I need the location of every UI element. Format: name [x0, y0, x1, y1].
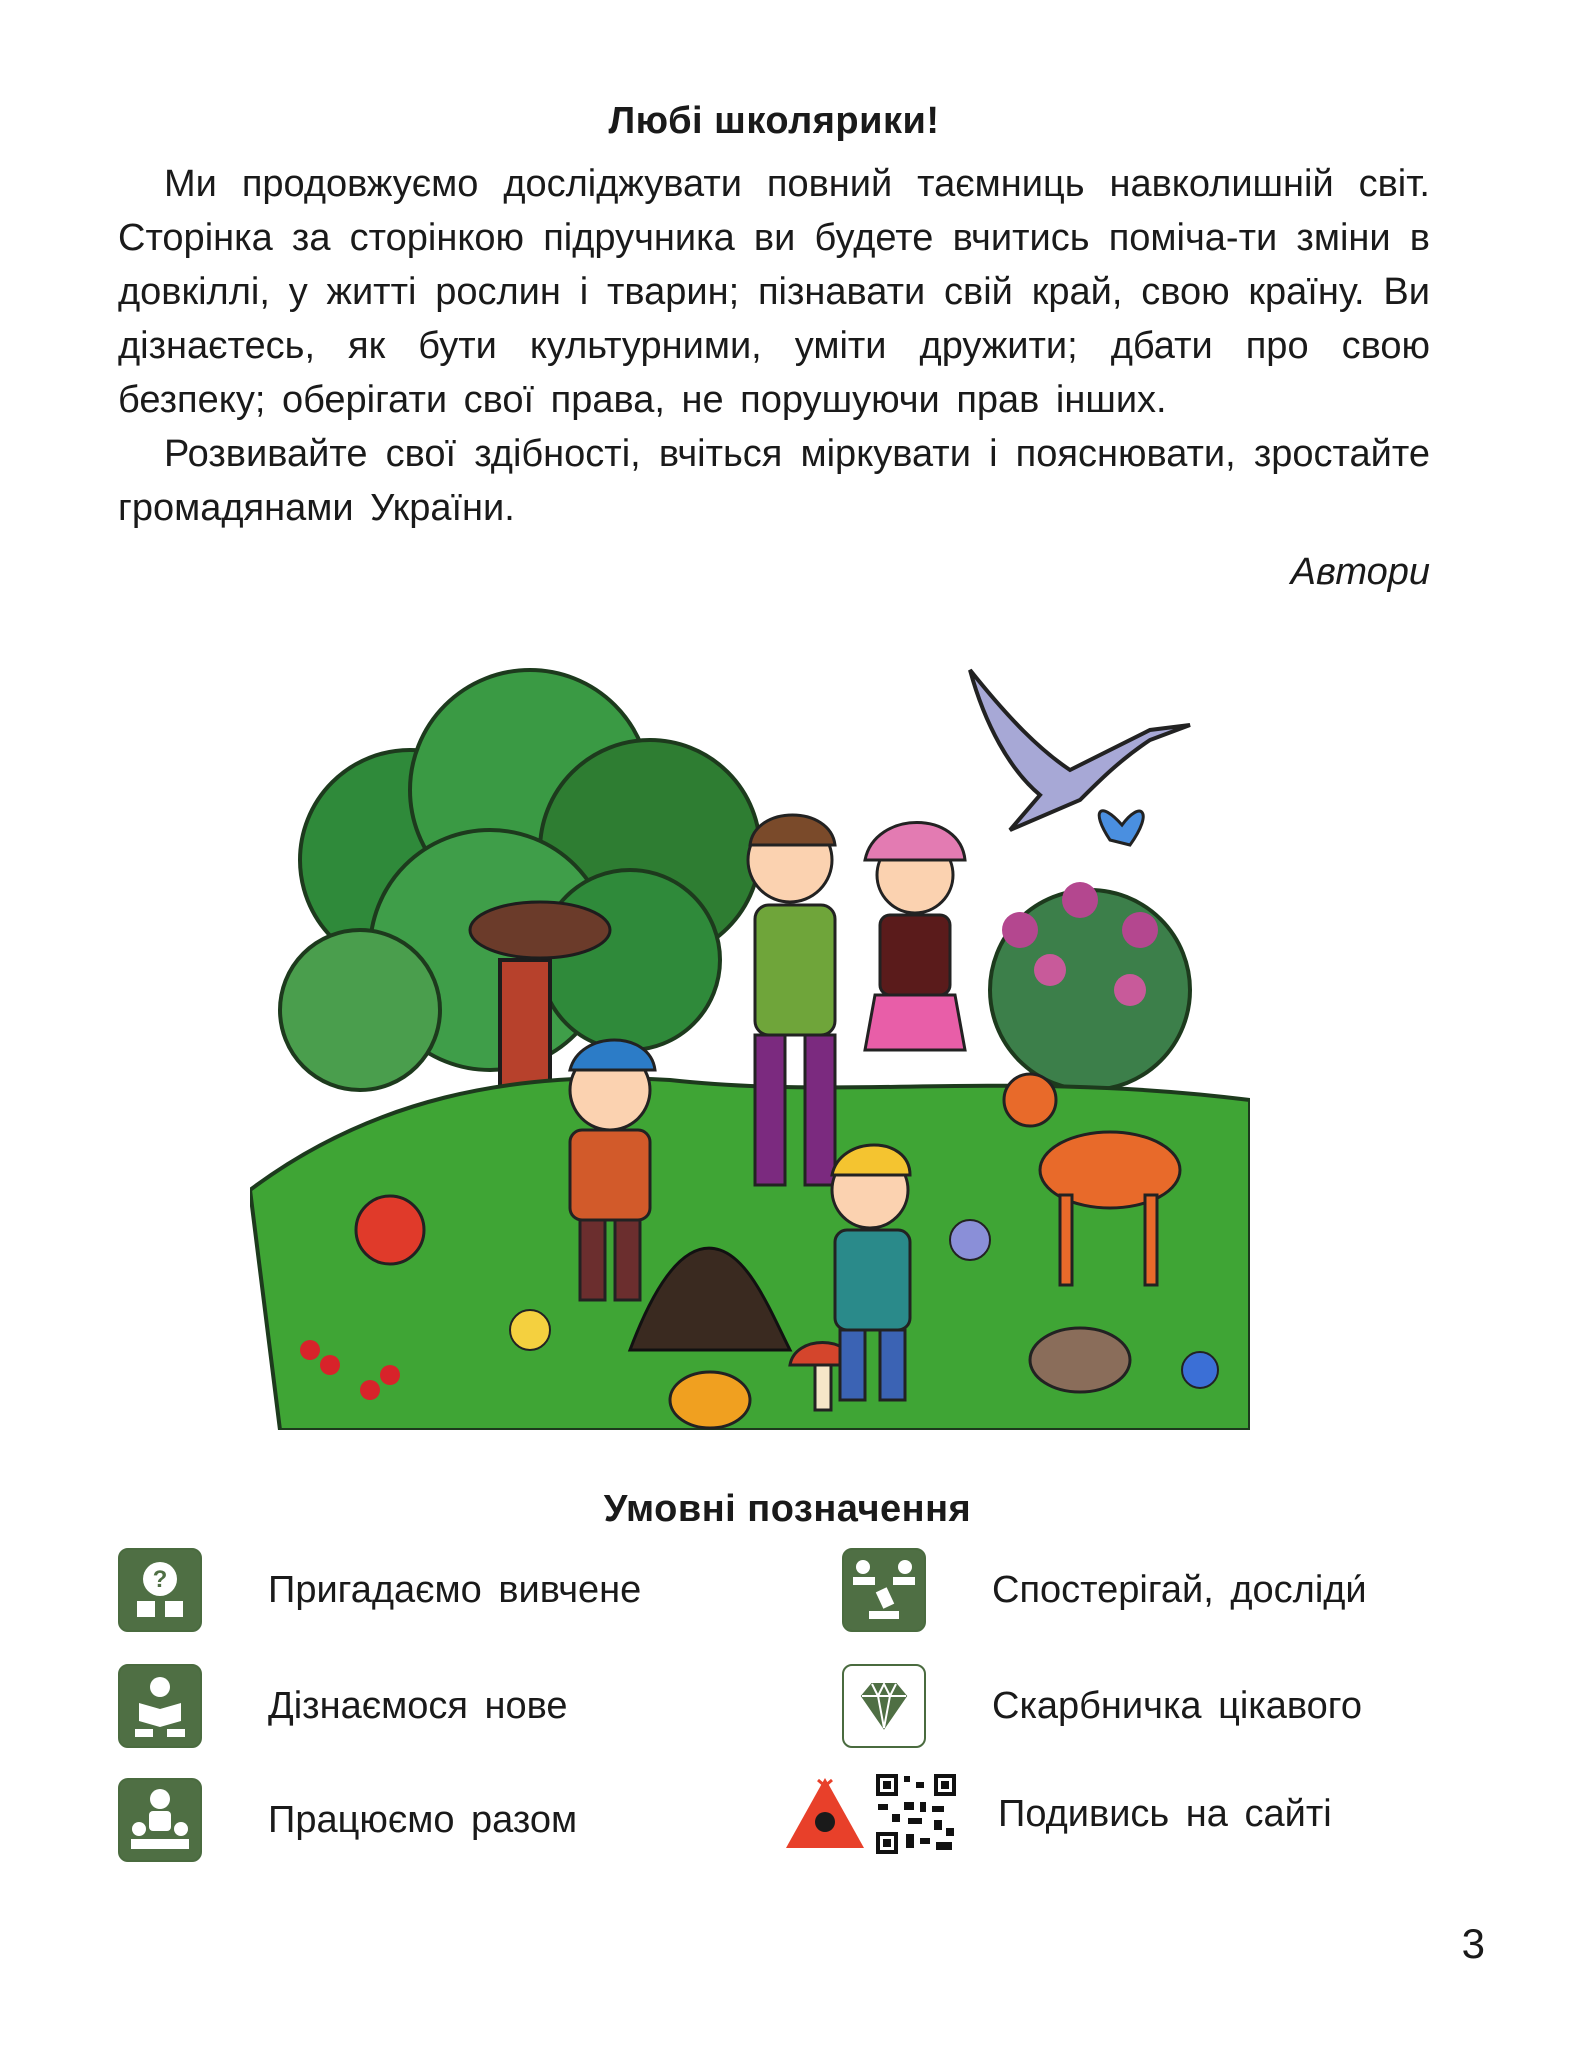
legend-label-recall: Пригадаємо вивчене: [268, 1568, 642, 1611]
stork-bird: [970, 670, 1190, 830]
legend-item-treasury: [842, 1664, 1362, 1748]
legend-label-learn-new: Дізнаємося нове: [268, 1684, 568, 1727]
letter-paragraph-1: Ми продовжуємо досліджувати повний таємниць навколишній світ. Сторінка за сторінкою підручника ви будете вчитись поміча-ти зміни в довкіллі, у житті рослин і тварин; пізнавати свій край, свою країну. Ви дізнаєтесь, як бути культурними, уміти дружити; дбати про свою безпеку; оберігати свої права, не порушуючи прав інших.: [118, 163, 1430, 421]
hare: [1030, 1328, 1130, 1392]
viola-flower: [950, 1220, 990, 1260]
dandelion: [510, 1310, 550, 1350]
blue-flower: [1182, 1352, 1218, 1388]
legend-item-recall: [118, 1548, 641, 1632]
legend-item-website: [780, 1772, 1332, 1856]
microscope-icon: [842, 1548, 926, 1632]
legend-label-work-together: Працюємо разом: [268, 1798, 578, 1841]
page-number: 3: [1461, 1920, 1485, 1967]
butterfly: [1099, 811, 1143, 845]
legend-item-work-together: [118, 1778, 577, 1862]
letter-greeting: Любі школярики!: [608, 100, 940, 142]
fox-cub: [356, 1196, 424, 1264]
nature-illustration: [250, 630, 1250, 1430]
legend-label-website: Подивись на сайті: [998, 1792, 1332, 1835]
group-work-icon: [118, 1778, 202, 1862]
hedgehog: [670, 1372, 750, 1428]
legend-item-learn-new: [118, 1664, 568, 1748]
letter-paragraph-2: Розвивайте свої здібності, вчіться міркувати і пояснювати, зростайте громадянами України.: [118, 433, 1430, 529]
diamond-icon: [842, 1664, 926, 1748]
svg-text:?: ?: [152, 1566, 168, 1593]
tree-canopy: [280, 670, 760, 1140]
legend-label-observe: Спостерігай, досліди́: [992, 1568, 1367, 1611]
qr-code-icon[interactable]: [874, 1772, 958, 1856]
question-puzzle-icon: [118, 1548, 202, 1632]
legend-label-treasury: Скарбничка цікавого: [992, 1684, 1362, 1727]
mascot-cone-icon: [780, 1772, 870, 1856]
letter: [118, 100, 1430, 594]
lilac-bush: [990, 882, 1190, 1090]
legend-item-observe: [842, 1548, 1367, 1632]
girl-with-hat: [865, 823, 965, 1051]
letter-signature: Автори: [1290, 551, 1430, 593]
legend-title: Умовні позначення: [603, 1488, 972, 1530]
book-reader-icon: [118, 1664, 202, 1748]
